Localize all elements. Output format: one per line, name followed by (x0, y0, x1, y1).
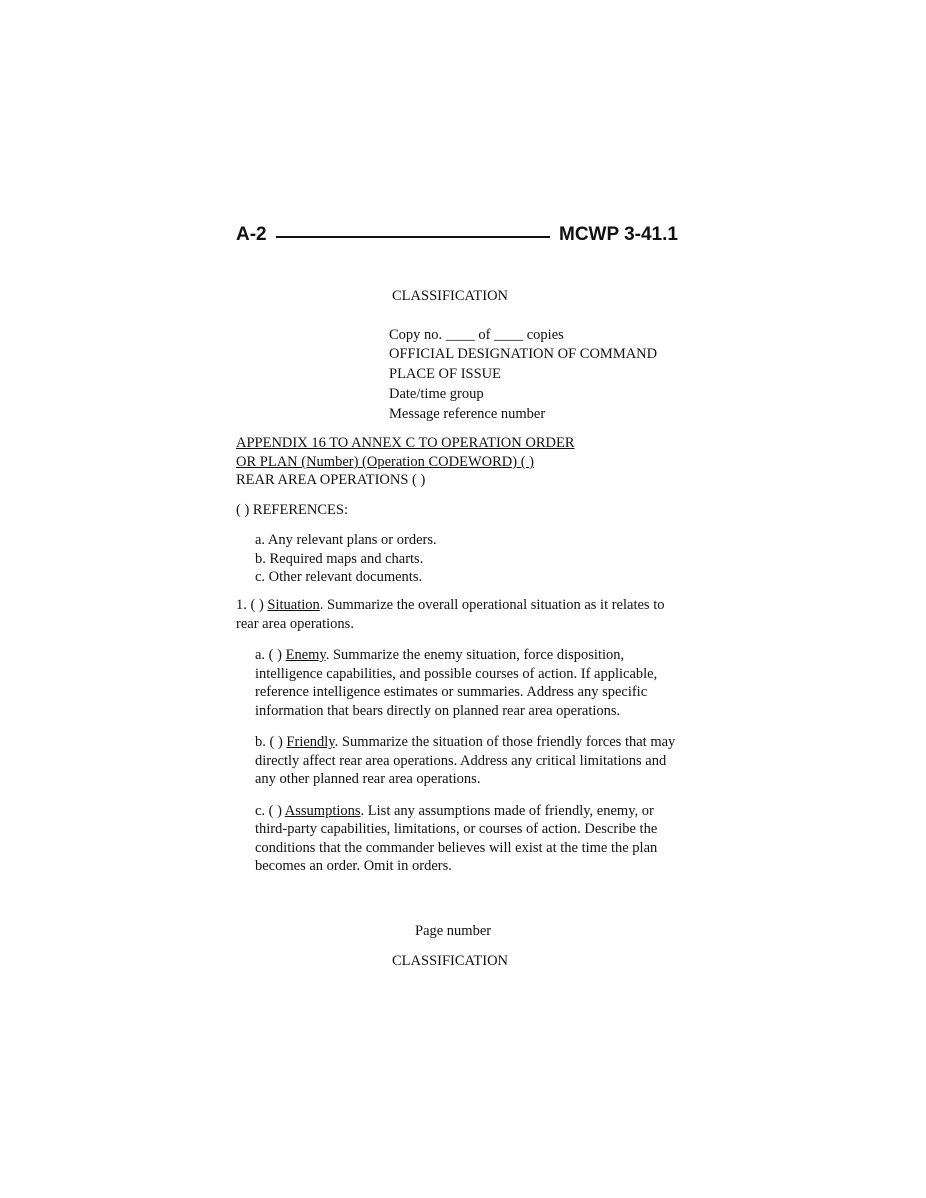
paragraph-assumptions (255, 802, 676, 876)
reference-item: a. Any relevant plans or orders. (255, 532, 437, 548)
paragraph-label: Enemy (285, 647, 326, 663)
appendix-title-line-2: OR PLAN (Number) (Operation CODEWORD) ( ) (236, 454, 534, 470)
paragraph-text: . Summarize the enemy situation, force disposition, intelligence capabilities, and possible courses of action. If applicable, reference intelligence estimates or summaries. Address any specific information that bears directly on planned rear area operations. (255, 647, 658, 719)
paragraph-text: . Summarize the situation of those friendly forces that may directly affect rear area operations. Address any critical limitations and any other planned rear area operations. (255, 734, 676, 787)
paragraph-prefix: c. ( ) (255, 802, 285, 819)
paragraph-text: . List any assumptions made of friendly, enemy, or third-party capabilities, limitations, or courses of action. Describe the conditions that the commander believes will exist at the time the plan becomes an order. Omit in orders. (255, 802, 658, 874)
header-page-id: A-2 (236, 224, 267, 245)
header-rule (276, 236, 550, 238)
body-text (236, 596, 676, 889)
admin-message-reference: Message reference number (389, 406, 546, 422)
paragraph-friendly (255, 733, 676, 789)
paragraph-prefix: b. ( ) (255, 734, 287, 750)
paragraph-text: . Summarize the overall operational situation as it relates to rear area operations. (236, 597, 665, 632)
reference-item: b. Required maps and charts. (255, 551, 424, 567)
paragraph-situation (236, 596, 676, 633)
admin-place-of-issue: PLACE OF ISSUE (389, 366, 501, 382)
paragraph-prefix: a. ( ) (255, 647, 286, 663)
paragraph-label: Situation (267, 597, 320, 613)
paragraph-label: Assumptions (284, 802, 361, 819)
header-publication: MCWP 3-41.1 (559, 224, 678, 245)
paragraph-label: Friendly (286, 734, 335, 750)
admin-command: OFFICIAL DESIGNATION OF COMMAND (389, 346, 658, 362)
reference-item: c. Other relevant documents. (255, 569, 423, 585)
admin-copy-number: Copy no. ____ of ____ copies (389, 327, 564, 343)
classification-bottom: CLASSIFICATION (392, 953, 509, 969)
paragraph-prefix: 1. ( ) (236, 597, 268, 613)
appendix-title-line-3: REAR AREA OPERATIONS ( ) (236, 472, 426, 488)
admin-date-time-group: Date/time group (389, 386, 484, 402)
appendix-title-line-1: APPENDIX 16 TO ANNEX C TO OPERATION ORDER (236, 435, 575, 451)
footer-page-number: Page number (415, 923, 492, 939)
classification-top: CLASSIFICATION (392, 288, 509, 304)
references-heading: ( ) REFERENCES: (236, 502, 348, 518)
paragraph-enemy (255, 646, 676, 720)
